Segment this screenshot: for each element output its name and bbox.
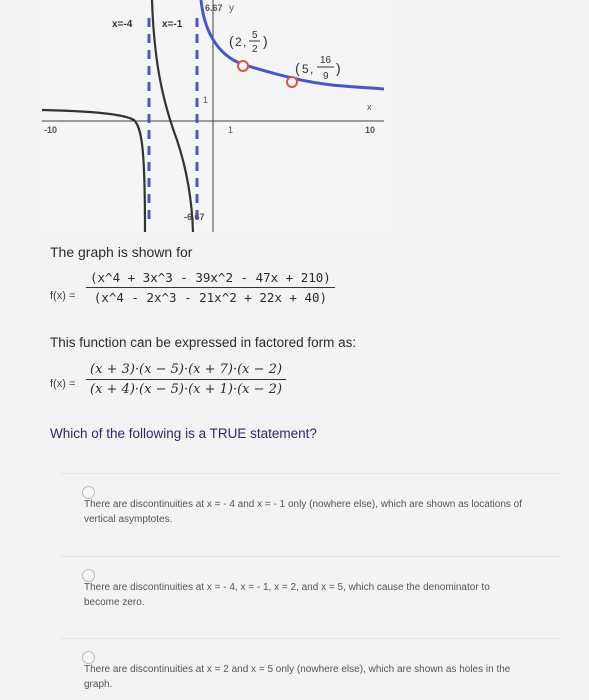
y-tick-one-label: 1 [203, 95, 209, 105]
hole-1 [238, 61, 248, 71]
function-fraction [86, 270, 335, 305]
option-2[interactable] [60, 569, 560, 629]
factored-label: f(x) = [50, 378, 76, 390]
x-max-label: 10 [365, 125, 376, 135]
y-axis-label: y [229, 3, 234, 14]
asymptote2-label: x=-1 [162, 19, 183, 30]
divider [60, 638, 560, 639]
svg-text:,: , [243, 35, 247, 49]
divider [60, 473, 560, 474]
function-denominator: (x^4 - 2x^3 - 21x^2 + 22x + 40) [93, 290, 328, 305]
function-graph [42, 0, 392, 232]
svg-text:): ) [336, 60, 341, 76]
svg-text:,: , [310, 62, 314, 76]
svg-text:5: 5 [302, 62, 309, 76]
factored-denominator: (x + 4)·(x − 5)·(x + 1)·(x − 2) [90, 382, 283, 397]
svg-text:5: 5 [252, 30, 258, 41]
svg-text:): ) [263, 33, 268, 49]
x-min-label: -10 [44, 125, 58, 135]
option-3[interactable] [60, 651, 560, 696]
x-axis-label: x [367, 102, 372, 112]
option-3-text[interactable]: There are discontinuities at x = 2 and x = 5 only (nowhere else), which are shown as holes in the graph. [84, 664, 511, 690]
svg-text:(: ( [229, 33, 234, 49]
svg-text:9: 9 [323, 71, 329, 82]
svg-text:16: 16 [320, 55, 332, 66]
hole-2 [287, 77, 297, 87]
y-max-label: 6.67 [205, 3, 223, 13]
function-numerator: (x^4 + 3x^3 - 39x^2 - 47x + 210) [86, 270, 335, 288]
x-tick-one-label: 1 [228, 125, 234, 135]
option-2-text[interactable]: There are discontinuities at x = - 4, x = - 1, x = 2, and x = 5, which cause the denominator to become zero. [84, 582, 490, 608]
divider [60, 556, 560, 557]
question-text: Which of the following is a TRUE statement? [50, 426, 317, 441]
factored-intro: This function can be expressed in factored form as: [50, 335, 357, 350]
svg-text:2: 2 [235, 35, 242, 49]
intro-text: The graph is shown for [50, 244, 193, 260]
option-1[interactable] [60, 486, 560, 546]
function-label: f(x) = [50, 290, 76, 302]
factored-fraction [86, 362, 286, 397]
factored-numerator: (x + 3)·(x − 5)·(x + 7)·(x − 2) [86, 362, 286, 380]
svg-text:(: ( [295, 60, 300, 76]
y-min-label: -6.67 [184, 212, 205, 222]
graph-svg [42, 0, 392, 232]
option-1-text[interactable]: There are discontinuities at x = - 4 and x = - 1 only (nowhere else), which are shown as locations of vertical asymptotes. [84, 499, 523, 525]
asymptote1-label: x=-4 [112, 19, 133, 30]
svg-text:2: 2 [252, 44, 258, 55]
